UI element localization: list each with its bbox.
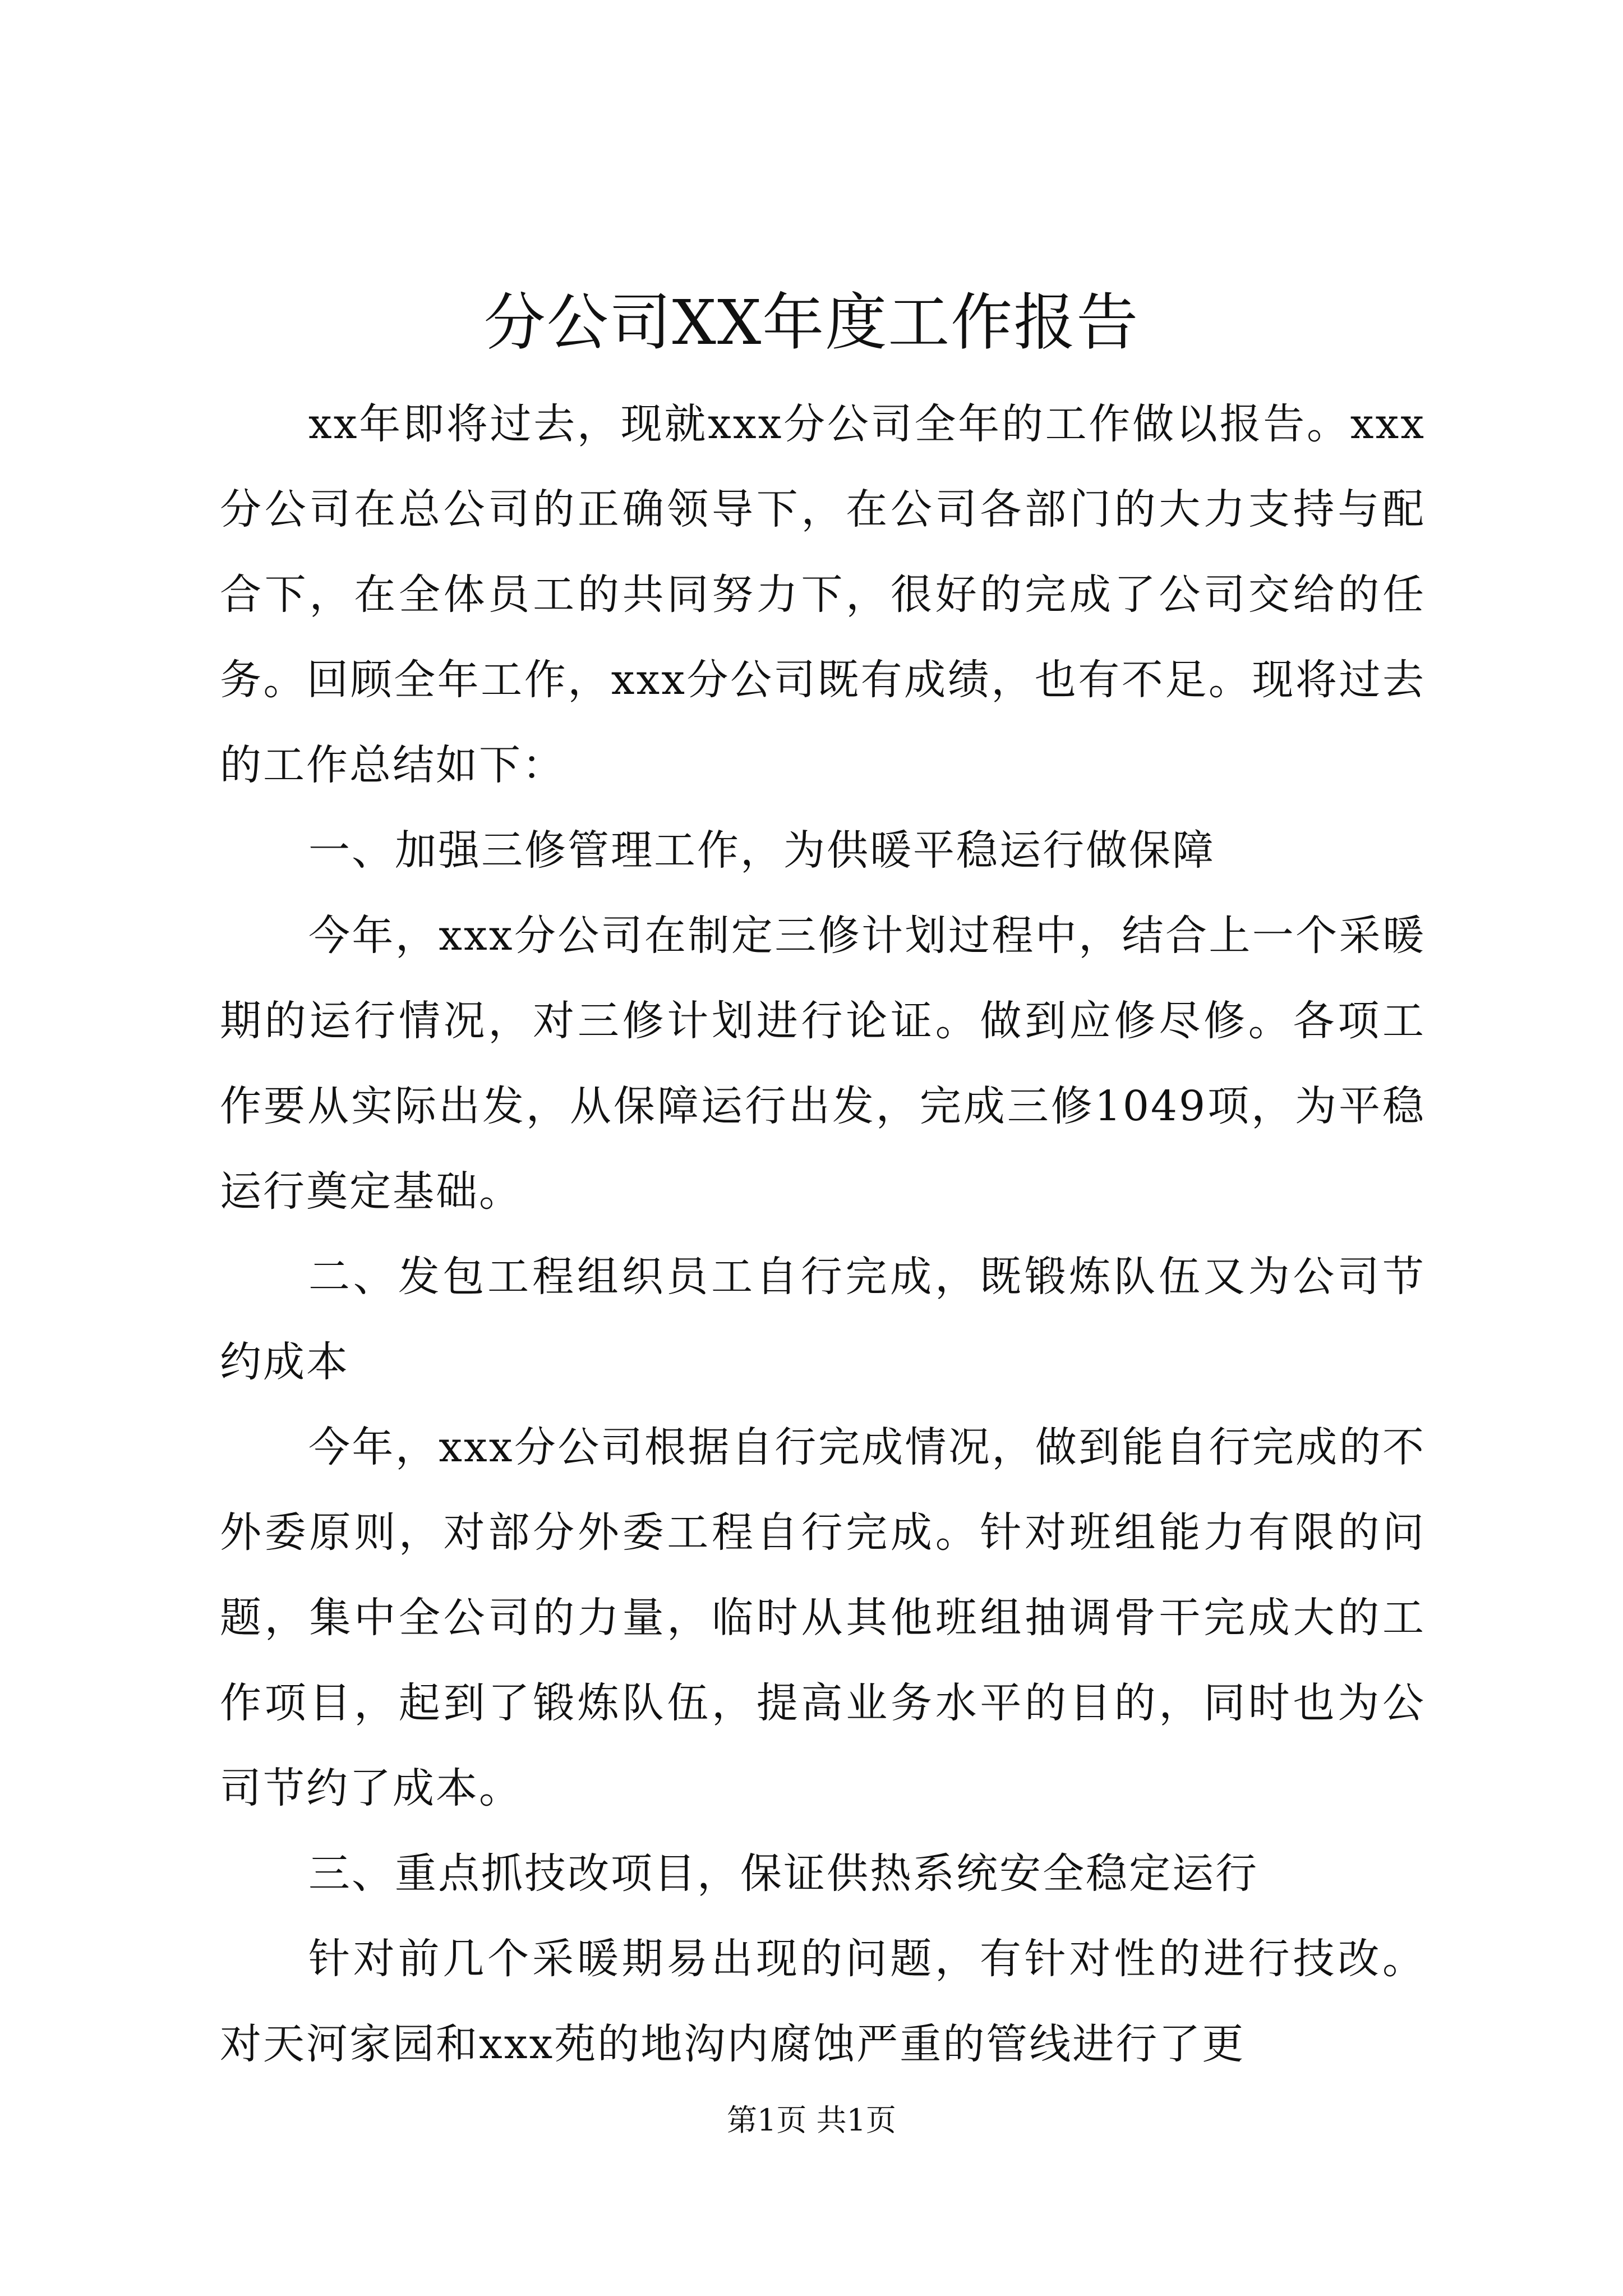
paragraph-section-2: 今年，xxx分公司根据自行完成情况，做到能自行完成的不外委原则，对部分外委工程自行完成。针对班组能力有限的问题，集中全公司的力量，临时从其他班组抽调骨干完成大的工作项目，起到了锻炼队伍，提高业务水平的目的，同时也为公司节约了成本。 xyxy=(220,1423,1426,1812)
page-footer: 第1页 共1页 xyxy=(727,2102,896,2138)
section-heading-3: 三、重点抓技改项目，保证供热系统安全稳定运行 xyxy=(308,1849,1258,1898)
document-body xyxy=(220,381,1426,2087)
section-heading-2: 二、发包工程组织员工自行完成，既锻炼队伍又为公司节约成本 xyxy=(220,1253,1426,1386)
section-heading-1: 一、加强三修管理工作，为供暖平稳运行做保障 xyxy=(308,826,1215,875)
paragraph-section-3: 针对前几个采暖期易出现的问题，有针对性的进行技改。对天河家园和xxx苑的地沟内腐蚀严重的管线进行了更 xyxy=(220,1935,1426,2068)
document-title: 分公司XX年度工作报告 xyxy=(483,287,1140,358)
paragraph-section-1: 今年，xxx分公司在制定三修计划过程中，结合上一个采暖期的运行情况，对三修计划进行论证。做到应修尽修。各项工作要从实际出发，从保障运行出发，完成三修1049项，为平稳运行奠定基础。 xyxy=(220,912,1426,1216)
paragraph-intro: xx年即将过去，现就xxx分公司全年的工作做以报告。xxx分公司在总公司的正确领导下，在公司各部门的大力支持与配合下，在全体员工的共同努力下，很好的完成了公司交给的任务。回顾全年工作，xxx分公司既有成绩，也有不足。现将过去的工作总结如下： xyxy=(220,400,1426,789)
